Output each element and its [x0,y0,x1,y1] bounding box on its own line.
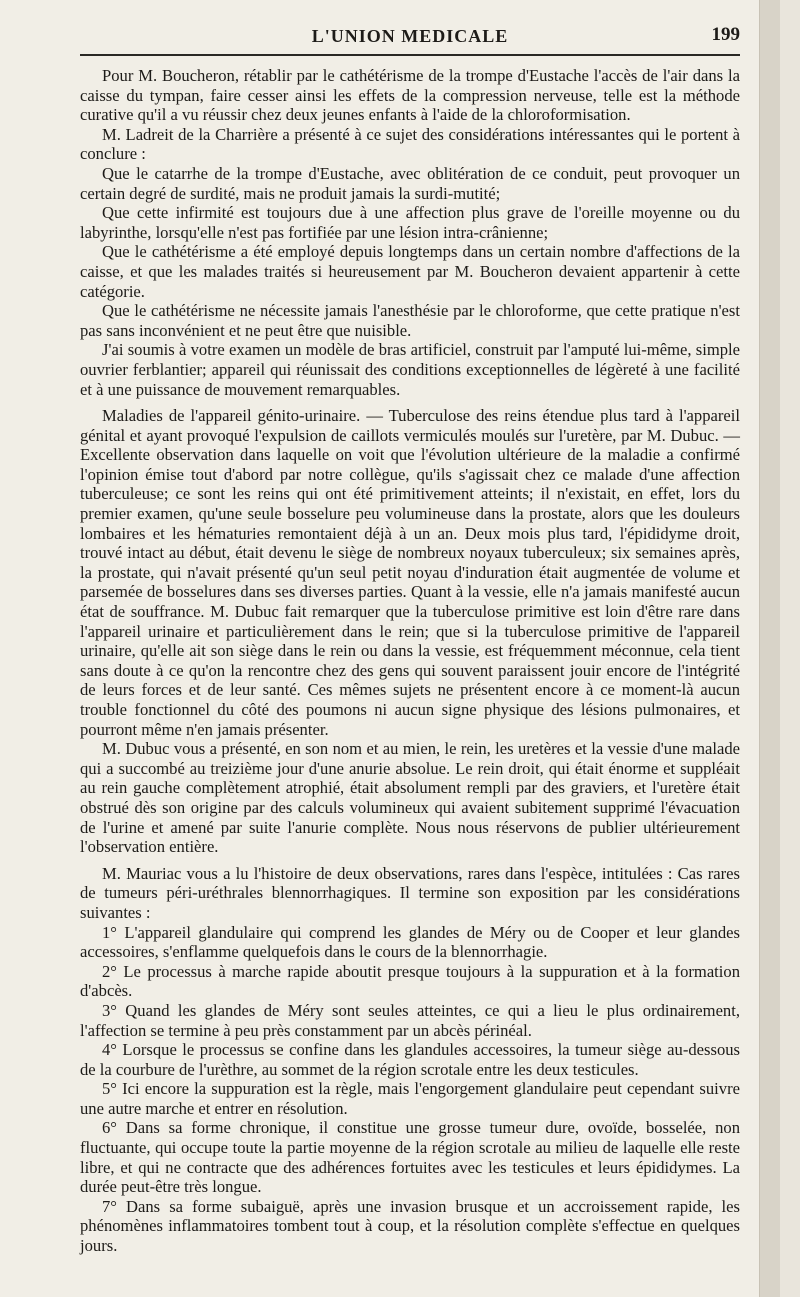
section-paragraph: Maladies de l'appareil génito-urinaire. — Tuberculose des reins étendue plus tard à l'appareil génital et ayant provoqué l'expulsion de caillots vermiculés moulés sur l'uretère, par M. Dubuc. — Excellente observation dans laquelle on voit que l'évolution ultérieure de la maladie a confirmé l'opinion émise tout d'abord par notre collègue, qu'ils s'agissait chez ce malade d'une affection tuberculeuse; ce sont les reins qui ont été primitivement atteints; il n'existait, en effet, lors du premier examen, qu'une seule bosselure peu volumineuse dans la prostate, alors que les douleurs lombaires et les hématuries remontaient déjà à un an. Deux mois plus tard, l'épididyme droit, trouvé intact au début, était devenu le siège de nombreux noyaux tuberculeux; six semaines après, la prostate, qui n'avait présenté qu'un seul petit noyau d'induration était augmentée de volume et parsemée de bosselures dans ses diverses parties. Quant à la vessie, elle n'a jamais manifesté aucun état de souffrance. M. Dubuc fait remarquer que la tuberculose primitive est loin d'être rare dans l'appareil urinaire et particulièrement dans le rein; que si la tuberculose primitive de l'appareil urinaire, qu'elle ait son siège dans le rein ou dans la vessie, est fréquemment méconnue, cela tient sans doute à ce qu'on la rencontre chez des gens qui souvent paraissent jouir encore de l'intégrité de leurs forces et de leur santé. Ces mêmes sujets ne présentent encore à ce moment-là aucun trouble fonctionnel du côté des poumons ni aucun signe physique des lésions pulmonaires, et pourront même n'en jamais présenter. [80,406,740,739]
paragraph: M. Dubuc vous a présenté, en son nom et au mien, le rein, les uretères et la vessie d'une malade qui a succombé au treizième jour d'une anurie absolue. Le rein droit, qui était énorme et suppléait au rein gauche complètement atrophié, était absolument rempli par des graviers, et l'uretère était obstrué dès son origine par des calculs volumineux qui avaient subitement supprimé l'évacuation de l'urine et amené par suite l'anurie complète. Nous nous réservons de publier ultérieurement l'observation entière. [80,739,740,857]
paragraph: Que le cathétérisme ne nécessite jamais l'anesthésie par le chloroforme, que cette pratique n'est pas sans inconvénient et ne peut être que nuisible. [80,301,740,340]
list-item: 5° Ici encore la suppuration est la règle, mais l'engorgement glandulaire peut cependant suivre une autre marche et entrer en résolution. [80,1079,740,1118]
list-item: 2° Le processus à marche rapide aboutit presque toujours à la suppuration et à la formation d'abcès. [80,961,740,1001]
body-text [80,66,740,1256]
page-header [80,18,740,52]
paragraph: Que le catarrhe de la trompe d'Eustache, avec oblitération de ce conduit, peut provoquer un certain degré de surdité, mais ne produit jamais la surdi-mutité; [80,163,740,203]
list-item: 6° Dans sa forme chronique, il constitue une grosse tumeur dure, ovoïde, bosselée, non fluctuante, qui occupe toute la partie moyenne de la région scrotale au milieu de laquelle elle reste libre, et qui ne contracte que des adhérences fortuites avec les testicules et leurs épididymes. La durée peut-être très longue. [80,1118,740,1197]
paragraph: J'ai soumis à votre examen un modèle de bras artificiel, construit par l'amputé lui-même, simple ouvrier ferblantier; appareil qui réunissait des conditions exceptionnelles de légèreté à une facilité et à une puissance de mouvement remarquables. [80,340,740,399]
page-edge [759,0,780,1297]
header-rule [80,54,740,56]
paragraph: M. Ladreit de la Charrière a présenté à ce sujet des considérations intéressantes qui le portent à conclure : [80,124,740,164]
paragraph: Que le cathétérisme a été employé depuis longtemps dans un certain nombre d'affections de la caisse, et que les malades traités si heureusement par M. Boucheron devaient appartenir à cette catégorie. [80,242,740,301]
list-item: 4° Lorsque le processus se confine dans les glandules accessoires, la tumeur siège au-dessous de la courbure de l'urèthre, au sommet de la région scrotale entre les deux testicules. [80,1040,740,1079]
page-number: 199 [711,24,740,45]
paragraph: Que cette infirmité est toujours due à une affection plus grave de l'oreille moyenne ou du labyrinthe, lorsqu'elle n'est pas fortifiée par une lésion intra-crânienne; [80,203,740,242]
running-title: L'UNION MEDICALE [311,26,509,46]
list-item: 1° L'appareil glandulaire qui comprend les glandes de Méry ou de Cooper et leur glandes accessoires, s'enflamme quelquefois dans le cours de la blennorrhagie. [80,922,740,962]
list-item: 3° Quand les glandes de Méry sont seules atteintes, ce qui a lieu le plus ordinairement, l'affection se termine à peu près constamment par un abcès périnéal. [80,1000,740,1040]
paragraph: Pour M. Boucheron, rétablir par le cathétérisme de la trompe d'Eustache l'accès de l'air dans la caisse du tympan, faire cesser ainsi les effets de la compression nerveuse, telle est la méthode curative qu'il a vu réussir chez deux jeunes enfants à l'aide de la chloroformisation. [80,66,740,125]
list-item: 7° Dans sa forme subaiguë, après une invasion brusque et un accroissement rapide, les phénomènes inflammatoires tombent tout à coup, et la résolution complète s'effectue en quelques jours. [80,1196,740,1256]
paragraph: M. Mauriac vous a lu l'histoire de deux observations, rares dans l'espèce, intitulées : Cas rares de tumeurs péri-uréthrales blennorrhagiques. Il termine son exposition par les considérations suivantes : [80,863,740,922]
